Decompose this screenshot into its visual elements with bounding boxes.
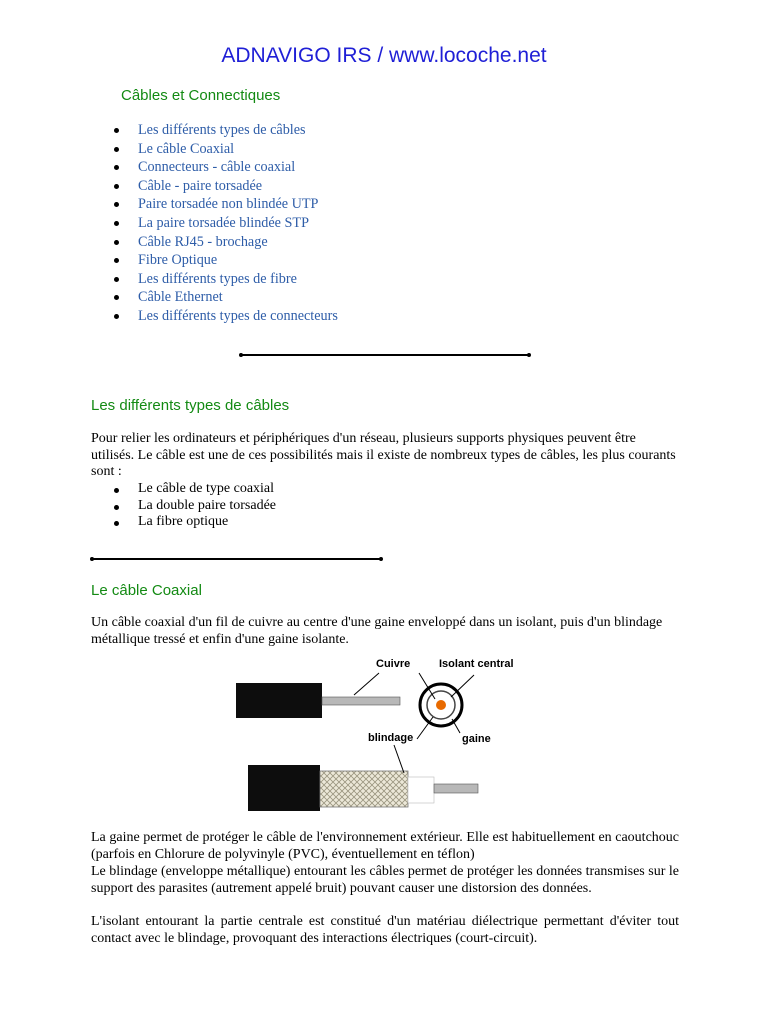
list-item: La fibre optique bbox=[110, 514, 276, 531]
leader-line bbox=[451, 675, 474, 697]
toc-link-cable-ethernet[interactable]: Câble Ethernet bbox=[110, 288, 338, 307]
toc-link-stp[interactable]: La paire torsadée blindée STP bbox=[110, 214, 338, 233]
list-item: La double paire torsadée bbox=[110, 498, 276, 515]
section-heading-types-de-cables: Les différents types de câbles bbox=[91, 397, 290, 414]
leader-line bbox=[354, 673, 379, 695]
cable-types-list bbox=[110, 481, 276, 531]
outer-jacket-upper bbox=[236, 683, 322, 718]
table-of-contents bbox=[110, 121, 338, 326]
coaxial-cable-svg bbox=[234, 653, 534, 816]
braided-shield bbox=[320, 771, 408, 807]
section-types-intro: Pour relier les ordinateurs et périphériques d'un réseau, plusieurs supports physiques peuvent être utilisés. Le câble est une de ces possibilités mais il existe de nombreux types de câbles, les plus courants sont : bbox=[91, 431, 676, 480]
label-blindage: blindage bbox=[368, 732, 414, 744]
separator-line bbox=[241, 354, 529, 356]
toc-link-cable-coaxial[interactable]: Le câble Coaxial bbox=[110, 140, 338, 159]
paragraph-gaine: La gaine permet de protéger le câble de l'environnement extérieur. Elle est habituellement en caoutchouc (parfois en Chlorure de polyvinyle (PVC), éventuellement en téflon) bbox=[91, 830, 679, 862]
toc-heading: Câbles et Connectiques bbox=[121, 87, 281, 104]
label-gaine: gaine bbox=[462, 733, 491, 745]
toc-link-fibre-optique[interactable]: Fibre Optique bbox=[110, 251, 338, 270]
site-title[interactable]: ADNAVIGO IRS / www.locoche.net bbox=[221, 44, 547, 67]
copper-core-upper bbox=[322, 697, 400, 705]
toc-link-connecteurs-coaxial[interactable]: Connecteurs - câble coaxial bbox=[110, 158, 338, 177]
label-cuivre: Cuivre bbox=[376, 658, 411, 670]
insulator bbox=[408, 777, 434, 803]
cross-section-core bbox=[436, 700, 446, 710]
coaxial-cable-diagram bbox=[234, 653, 534, 816]
label-isolant-central: Isolant central bbox=[439, 658, 514, 670]
toc-link-paire-torsadee[interactable]: Câble - paire torsadée bbox=[110, 177, 338, 196]
toc-link-types-de-connecteurs[interactable]: Les différents types de connecteurs bbox=[110, 307, 338, 326]
section-coaxial-intro: Un câble coaxial d'un fil de cuivre au centre d'une gaine enveloppé dans un isolant, puis d'un blindage métallique tressé et enfin d'une gaine isolante. bbox=[91, 615, 663, 647]
paragraph-blindage: Le blindage (enveloppe métallique) entourant les câbles permet de protéger les données transmises sur le support des parasites (autrement appelé bruit) pouvant causer une distorsion des données. bbox=[91, 864, 679, 896]
leader-line bbox=[394, 745, 404, 773]
toc-link-rj45[interactable]: Câble RJ45 - brochage bbox=[110, 233, 338, 252]
toc-link-types-de-fibre[interactable]: Les différents types de fibre bbox=[110, 270, 338, 289]
toc-link-utp[interactable]: Paire torsadée non blindée UTP bbox=[110, 195, 338, 214]
section-heading-cable-coaxial: Le câble Coaxial bbox=[91, 582, 202, 599]
separator-line bbox=[92, 558, 381, 560]
copper-core-lower bbox=[434, 784, 478, 793]
list-item: Le câble de type coaxial bbox=[110, 481, 276, 498]
outer-jacket-lower bbox=[248, 765, 320, 811]
paragraph-isolant: L'isolant entourant la partie centrale est constitué d'un matériau diélectrique permettant d'éviter tout contact avec le blindage, provoquant des interactions électriques (court-circuit). bbox=[91, 914, 679, 946]
toc-link-types-de-cables[interactable]: Les différents types de câbles bbox=[110, 121, 338, 140]
